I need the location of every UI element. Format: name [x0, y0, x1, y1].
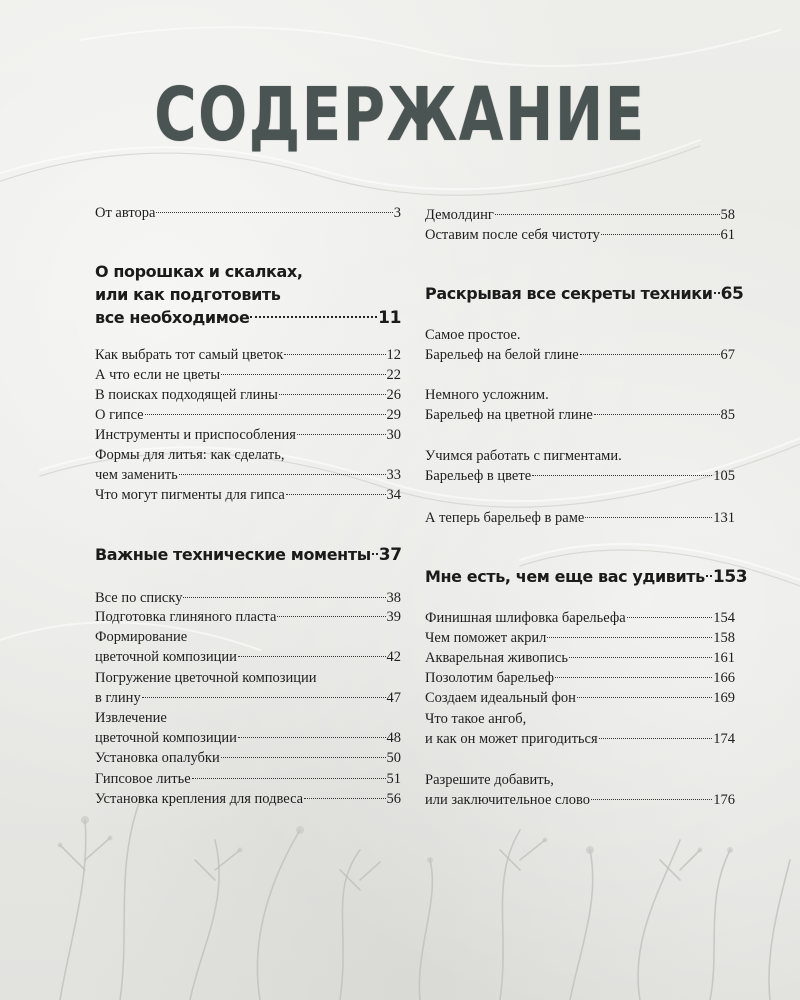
toc-section-heading[interactable]: [425, 282, 744, 306]
leader-dots: [569, 657, 712, 658]
section-page: 65: [720, 284, 744, 304]
section-title-line: Мне есть, чем еще вас удивить: [425, 567, 705, 586]
toc-entry[interactable]: [425, 205, 735, 225]
leader-dots: [591, 799, 712, 800]
toc-entry-page: 176: [713, 792, 735, 808]
toc-entry-title: Инструменты и приспособления: [95, 427, 296, 443]
leader-dots: [495, 214, 720, 215]
leader-dots: [706, 575, 712, 577]
toc-entry-title: Чем поможет акрил: [425, 630, 547, 646]
toc-entry-page: 161: [713, 650, 735, 666]
leader-dots: [594, 414, 720, 415]
toc-entry[interactable]: [425, 225, 735, 245]
toc-entry-title: Гипсовое литье: [95, 771, 191, 787]
toc-entry[interactable]: [425, 385, 735, 425]
leader-dots: [279, 394, 386, 395]
toc-section-heading[interactable]: [95, 260, 401, 330]
toc-entry[interactable]: [95, 627, 401, 667]
leader-dots: [238, 737, 386, 738]
toc-entry-page: 48: [386, 730, 401, 746]
leader-dots: [221, 374, 385, 375]
leader-dots: [145, 414, 386, 415]
toc-entry-title-pre: Формирование: [95, 629, 188, 645]
toc-entry[interactable]: [95, 365, 401, 385]
toc-section-heading[interactable]: [425, 565, 748, 589]
toc-entry-page: 85: [720, 407, 735, 423]
toc-entry[interactable]: [95, 405, 401, 425]
toc-entry-title-pre: Извлечение: [95, 710, 167, 726]
toc-entry[interactable]: [95, 789, 401, 809]
toc-entry[interactable]: [95, 748, 401, 768]
toc-entry-title: Барельеф на белой глине: [425, 347, 579, 363]
toc-entry-page: 166: [713, 670, 735, 686]
toc-entry[interactable]: [95, 708, 401, 748]
toc-entry[interactable]: [425, 508, 735, 528]
section-page: 37: [378, 545, 402, 565]
toc-entry-title: О гипсе: [95, 407, 144, 423]
toc-entry-page: 34: [386, 487, 401, 503]
section-page: 153: [712, 567, 748, 587]
toc-entry[interactable]: [95, 203, 401, 223]
toc-entry-page: 39: [386, 609, 401, 625]
toc-entry-page: 26: [386, 387, 401, 403]
toc-entry-page: 56: [386, 791, 401, 807]
toc-entry-title: Финишная шлифовка барельефа: [425, 610, 626, 626]
leader-dots: [547, 637, 712, 638]
toc-entry-page: 154: [713, 610, 735, 626]
toc-entry[interactable]: [425, 325, 735, 365]
toc-entry[interactable]: [425, 446, 735, 486]
leader-dots: [286, 494, 386, 495]
toc-entry-page: 174: [713, 731, 735, 747]
leader-dots: [179, 474, 386, 475]
toc-entry[interactable]: [425, 648, 735, 668]
toc-entry[interactable]: [425, 668, 735, 688]
toc-entry-page: 61: [720, 227, 735, 243]
toc-entry-title: Установка крепления для подвеса: [95, 791, 304, 807]
toc-entry[interactable]: [425, 628, 735, 648]
leader-dots: [192, 778, 386, 779]
section-title-line: или как подготовить: [95, 285, 281, 304]
toc-entry-title: Позолотим барельеф: [425, 670, 554, 686]
leader-dots: [304, 798, 385, 799]
toc-entry-title: чем заменить: [95, 467, 178, 483]
toc-section-heading[interactable]: [95, 543, 401, 567]
toc-entry[interactable]: [95, 769, 401, 789]
toc-entry-page: 47: [386, 690, 401, 706]
leader-dots: [577, 697, 712, 698]
toc-entry[interactable]: [95, 588, 401, 608]
section-title-line: О порошках и скалках,: [95, 262, 303, 281]
leader-dots: [284, 354, 385, 355]
leader-dots: [599, 738, 713, 739]
toc-entry-title: Оставим после себя чистоту: [425, 227, 600, 243]
leader-dots: [372, 553, 378, 555]
section-page: 11: [378, 308, 401, 328]
toc-entry[interactable]: [95, 668, 401, 708]
toc-entry-page: 131: [713, 510, 735, 526]
toc-entry-title: и как он может пригодиться: [425, 731, 598, 747]
toc-entry[interactable]: [95, 607, 401, 627]
toc-entry-page: 51: [386, 771, 401, 787]
leader-dots: [532, 475, 712, 476]
toc-entry-title-pre: Что такое ангоб,: [425, 711, 527, 727]
leader-dots: [714, 292, 720, 294]
toc-entry-title: Барельеф на цветной глине: [425, 407, 593, 423]
leader-dots: [297, 434, 386, 435]
toc-entry[interactable]: [95, 485, 401, 505]
toc-entry-title: В поисках подходящей глины: [95, 387, 278, 403]
toc-entry-title-pre: Формы для литья: как сделать,: [95, 447, 285, 463]
section-title-line: Важные технические моменты: [95, 545, 371, 564]
toc-entry-title: Установка опалубки: [95, 750, 220, 766]
leader-dots: [142, 697, 386, 698]
toc-entry-title: Создаем идеальный фон: [425, 690, 576, 706]
toc-entry-title: А теперь барельеф в раме: [425, 510, 585, 526]
toc-entry-title: Подготовка глиняного пласта: [95, 609, 277, 625]
toc-entry-title: От автора: [95, 205, 156, 221]
toc-entry-title: цветочной композиции: [95, 649, 237, 665]
toc-entry-page: 42: [386, 649, 401, 665]
leader-dots: [601, 234, 720, 235]
toc-entry[interactable]: [425, 688, 735, 708]
toc-entry[interactable]: [425, 608, 735, 628]
toc-entry-title: Все по списку: [95, 590, 183, 606]
toc-entry-page: 50: [386, 750, 401, 766]
section-title-line: Раскрывая все секреты техники: [425, 284, 713, 303]
leader-dots: [183, 597, 385, 598]
toc-entry-page: 158: [713, 630, 735, 646]
toc-entry-title-pre: Погружение цветочной композиции: [95, 670, 317, 686]
toc-entry-page: 105: [713, 468, 735, 484]
toc-entry-page: 22: [386, 367, 401, 383]
toc-entry-page: 30: [386, 427, 401, 443]
toc-entry-title: Что могут пигменты для гипса: [95, 487, 285, 503]
toc-entry[interactable]: [425, 709, 735, 749]
toc-entry[interactable]: [95, 385, 401, 405]
leader-dots: [585, 517, 712, 518]
toc-entry[interactable]: [95, 345, 401, 365]
leader-dots: [238, 656, 386, 657]
toc-entry-title: Акварельная живопись: [425, 650, 568, 666]
toc-entry-title: Как выбрать тот самый цветок: [95, 347, 284, 363]
toc-entry-page: 33: [386, 467, 401, 483]
toc-entry-page: 3: [393, 205, 401, 221]
toc-entry-page: 67: [720, 347, 735, 363]
toc-entry-title-pre: Немного усложним.: [425, 387, 549, 403]
page-title: СОДЕРЖАНИЕ: [154, 72, 646, 158]
leader-dots: [221, 757, 386, 758]
toc-entry-title: цветочной композиции: [95, 730, 237, 746]
leader-dots: [250, 316, 377, 318]
toc-entry-page: 58: [720, 207, 735, 223]
toc-entry[interactable]: [95, 445, 401, 485]
toc-entry-page: 169: [713, 690, 735, 706]
toc-entry[interactable]: [95, 425, 401, 445]
leader-dots: [627, 617, 713, 618]
toc-entry-title: А что если не цветы: [95, 367, 221, 383]
section-title-line: все необходимое: [95, 308, 250, 327]
leader-dots: [555, 677, 712, 678]
toc-entry-title-pre: Разрешите добавить,: [425, 772, 554, 788]
toc-entry-title-pre: Самое простое.: [425, 327, 521, 343]
toc-entry-title: в глину: [95, 690, 141, 706]
leader-dots: [580, 354, 720, 355]
toc-entry-page: 29: [386, 407, 401, 423]
leader-dots: [277, 616, 385, 617]
toc-entry-page: 38: [386, 590, 401, 606]
toc-entry-title-pre: Учимся работать с пигментами.: [425, 448, 622, 464]
toc-entry-title: Демолдинг: [425, 207, 494, 223]
toc-entry-title: или заключительное слово: [425, 792, 590, 808]
toc-entry-page: 12: [386, 347, 401, 363]
toc-entry[interactable]: [425, 770, 735, 810]
toc-entry-title: Барельеф в цвете: [425, 468, 532, 484]
leader-dots: [156, 212, 392, 213]
